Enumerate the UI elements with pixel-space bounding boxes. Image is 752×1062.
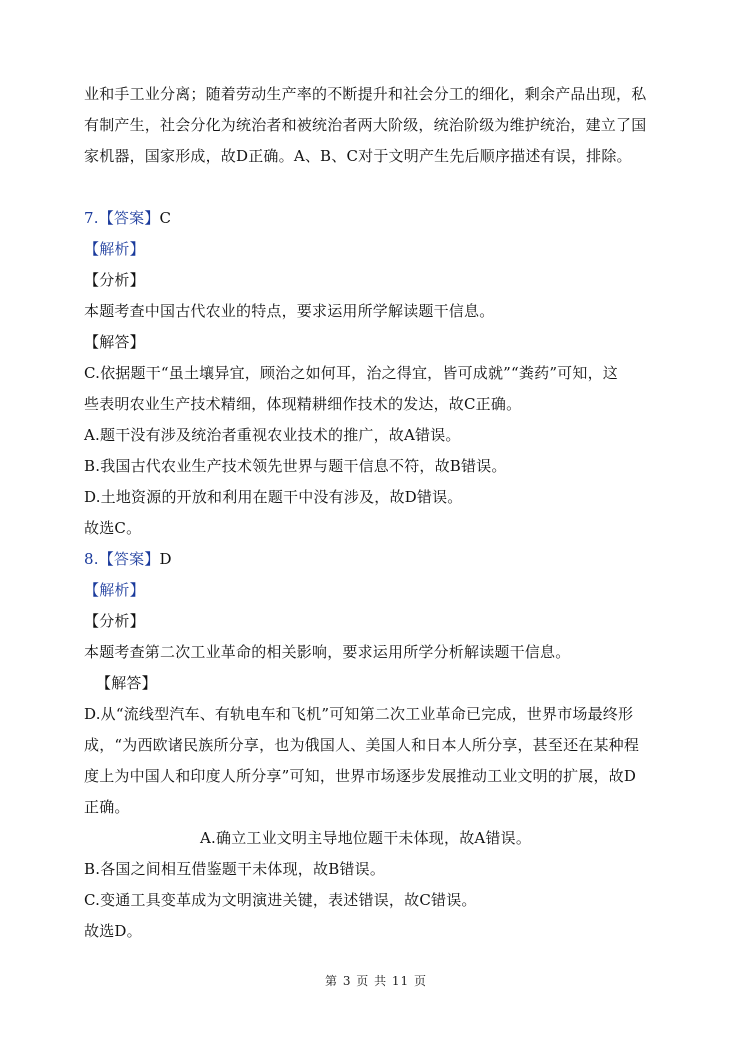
q8-option-d-line1: D.从“流线型汽车、有轨电车和飞机”可知第二次工业革命已完成，世界市场最终形 <box>84 705 634 723</box>
q8-option-a: A.确立工业文明主导地位题干未体现，故A错误。 <box>200 829 532 847</box>
q8-option-b: B.各国之间相互借鉴题干未体现，故B错误。 <box>84 860 386 878</box>
q8-number: 8. <box>84 550 99 568</box>
q8-option-d-line4: 正确。 <box>84 798 130 816</box>
q8-fenxi-tag: 【分析】 <box>84 612 145 630</box>
q7-option-d: D.土地资源的开放和利用在题干中没有涉及，故D错误。 <box>84 488 463 506</box>
q7-option-a: A.题干没有涉及统治者重视农业技术的推广，故A错误。 <box>84 426 461 444</box>
q7-option-c-line1: C.依据题干“虽土壤异宜，顾治之如何耳，治之得宜，皆可成就”“粪药”可知，这 <box>84 364 618 382</box>
q8-option-d-line3: 度上为中国人和印度人所分享”可知，世界市场逐步发展推动工业文明的扩展，故D <box>84 767 637 785</box>
q7-fenxi-tag: 【分析】 <box>84 271 145 289</box>
q7-conclusion: 故选C。 <box>84 519 142 537</box>
paragraph-line: 家机器，国家形成，故D正确。A、B、C对于文明产生先后顺序描述有误，排除。 <box>84 147 632 165</box>
q7-number: 7. <box>84 209 99 227</box>
q8-conclusion: 故选D。 <box>84 922 142 940</box>
q7-jieda-tag: 【解答】 <box>84 333 145 351</box>
q8-answer-value: D <box>159 550 172 568</box>
q7-option-c-line2: 些表明农业生产技术精细，体现精耕细作技术的发达，故C正确。 <box>84 395 522 413</box>
paragraph-line: 有制产生，社会分化为统治者和被统治者两大阶级，统治阶级为维护统治，建立了国 <box>84 116 647 134</box>
q8-fenxi-text: 本题考查第二次工业革命的相关影响，要求运用所学分析解读题干信息。 <box>84 643 571 661</box>
q7-answer-value: C <box>159 209 172 227</box>
q7-fenxi-text: 本题考查中国古代农业的特点，要求运用所学解读题干信息。 <box>84 302 495 320</box>
q7-answer-line <box>84 208 684 228</box>
page-number-footer: 第 3 页 共 11 页 <box>325 974 427 988</box>
q7-answer-tag: 【答案】 <box>98 209 160 227</box>
q8-jieda-tag: 【解答】 <box>96 674 157 692</box>
q8-answer-tag: 【答案】 <box>98 550 160 568</box>
q8-option-c: C.变通工具变革成为文明演进关键，表述错误，故C错误。 <box>84 891 477 909</box>
q8-option-d-line2: 成，“为西欧诸民族所分享，也为俄国人、美国人和日本人所分享，甚至还在某种程 <box>84 736 640 754</box>
q7-option-b: B.我国古代农业生产技术领先世界与题干信息不符，故B错误。 <box>84 457 507 475</box>
q7-analysis-tag: 【解析】 <box>84 240 145 258</box>
paragraph-line: 业和手工业分离；随着劳动生产率的不断提升和社会分工的细化，剩余产品出现，私 <box>84 85 647 103</box>
q8-answer-line <box>84 549 684 569</box>
q8-analysis-tag: 【解析】 <box>84 581 145 599</box>
